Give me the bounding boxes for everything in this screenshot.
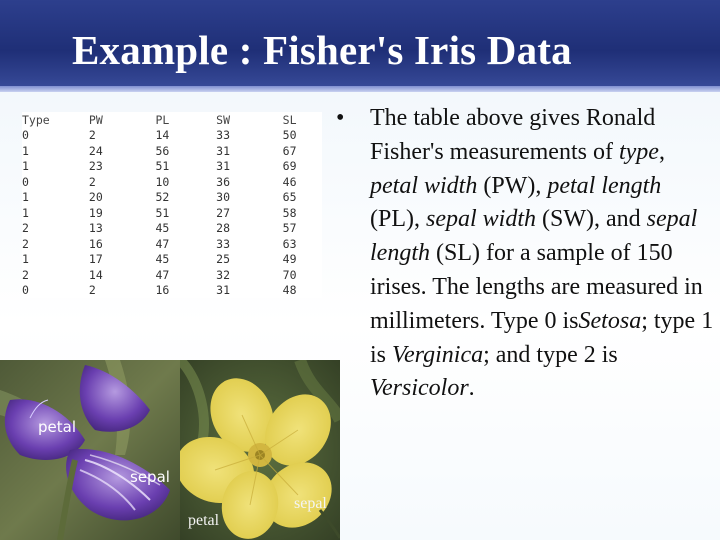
table-cell: 52 <box>155 190 170 205</box>
header-type: Type <box>22 112 50 127</box>
header-sl: SL <box>282 112 297 127</box>
table-cell: 48 <box>282 283 297 298</box>
table-cell: 31 <box>216 143 230 158</box>
table-cell: 2 <box>22 221 29 236</box>
table-cell: 47 <box>155 267 170 282</box>
table-cell: 17 <box>88 252 103 267</box>
bullet-text: The table above gives Ronald Fisher's measurements of <box>370 105 656 165</box>
table-cell: 32 <box>216 267 230 282</box>
table-cell: 0 <box>22 174 29 189</box>
table-cell: 67 <box>282 143 297 158</box>
iris-photo <box>0 360 180 540</box>
table-cell: 10 <box>155 174 170 189</box>
table-cell: 1 <box>22 159 29 174</box>
table-cell: 30 <box>216 190 230 205</box>
table-cell: 65 <box>282 190 297 205</box>
flower-petal-label: petal <box>188 512 220 529</box>
table-cell: 1 <box>22 205 29 220</box>
table-cell: 23 <box>88 159 103 174</box>
iris-data-table-container <box>22 112 322 298</box>
bullet-emphasis: type <box>618 138 659 165</box>
table-cell: 63 <box>282 236 297 251</box>
table-cell: 56 <box>155 143 170 158</box>
table-cell: 47 <box>155 236 170 251</box>
iris-petal-label: petal <box>38 418 76 436</box>
table-cell: 16 <box>155 283 170 298</box>
table-cell: 20 <box>88 190 103 205</box>
table-cell: 1 <box>22 190 29 205</box>
table-cell: 45 <box>155 221 170 236</box>
bullet-emphasis: Versicolor <box>370 375 469 402</box>
table-cell: 1 <box>22 252 29 267</box>
table-cell: 2 <box>22 236 29 251</box>
table-cell: 50 <box>282 128 297 143</box>
bullet-mark: • <box>336 105 345 131</box>
table-cell: 31 <box>216 283 230 298</box>
table-row <box>22 267 322 283</box>
table-cell: 2 <box>88 283 96 298</box>
table-cell: 69 <box>282 159 297 174</box>
bullet-text: (PW), <box>477 172 548 199</box>
bullet-text: (SW), and <box>536 206 647 233</box>
table-cell: 0 <box>22 283 29 298</box>
table-cell: 24 <box>88 143 103 158</box>
table-row <box>22 143 322 159</box>
table-cell: 2 <box>88 128 96 143</box>
table-row <box>22 236 322 252</box>
table-cell: 0 <box>22 128 29 143</box>
table-cell: 51 <box>155 205 170 220</box>
table-cell: 33 <box>216 236 230 251</box>
table-row <box>22 159 322 175</box>
table-cell: 1 <box>22 143 29 158</box>
table-row <box>22 252 322 268</box>
iris-sepal-label: sepal <box>130 468 170 486</box>
iris-data-table <box>22 112 322 298</box>
table-row <box>22 174 322 190</box>
bullet-emphasis: petal width <box>370 172 478 199</box>
table-cell: 25 <box>216 252 230 267</box>
slide-title: Example : Fisher's Iris Data <box>72 27 572 73</box>
bullet-emphasis: sepal width <box>426 206 537 233</box>
bullet-text: , <box>658 138 665 165</box>
bullet-emphasis: petal length <box>547 172 662 199</box>
header-pw: PW <box>88 112 103 127</box>
table-cell: 14 <box>88 267 103 282</box>
table-cell: 2 <box>22 267 29 282</box>
table-cell: 57 <box>282 221 297 236</box>
table-header-row <box>22 112 322 128</box>
table-cell: 36 <box>216 174 230 189</box>
table-cell: 46 <box>282 174 297 189</box>
table-cell: 28 <box>216 221 230 236</box>
table-cell: 58 <box>282 205 297 220</box>
table-cell: 51 <box>155 159 170 174</box>
table-cell: 14 <box>155 128 170 143</box>
table-cell: 70 <box>282 267 297 282</box>
bullet-emphasis: Setosa <box>578 307 642 334</box>
table-cell: 19 <box>88 205 103 220</box>
table-cell: 2 <box>88 174 96 189</box>
title-bar <box>0 0 720 92</box>
bullet-text: ; type 1 is <box>370 307 714 368</box>
table-row <box>22 221 322 237</box>
header-sw: SW <box>216 112 230 127</box>
bullet-text: . <box>468 375 475 402</box>
table-cell: 31 <box>216 159 230 174</box>
header-pl: PL <box>155 112 170 127</box>
bullet-text: ; and type 2 is <box>483 341 618 368</box>
table-cell: 45 <box>155 252 170 267</box>
table-row <box>22 283 322 299</box>
table-cell: 27 <box>216 205 230 220</box>
bullet-emphasis: Verginica <box>392 341 484 368</box>
description-bullet <box>336 102 714 406</box>
iris-flower-image <box>0 360 180 540</box>
bullet-text: (SL) for a sample of 150 irises. The lengths are measured in millimeters. Type 0 is <box>370 240 703 334</box>
flower-sepal-label: sepal <box>294 495 327 512</box>
table-cell: 49 <box>282 252 297 267</box>
table-cell: 33 <box>216 128 230 143</box>
table-row <box>22 205 322 221</box>
table-cell: 16 <box>88 236 103 251</box>
bullet-emphasis: sepal length <box>370 206 698 267</box>
table-row <box>22 190 322 206</box>
bullet-paragraph <box>370 102 714 406</box>
table-row <box>22 128 322 144</box>
bullet-text: (PL), <box>370 206 426 233</box>
table-cell: 13 <box>88 221 103 236</box>
